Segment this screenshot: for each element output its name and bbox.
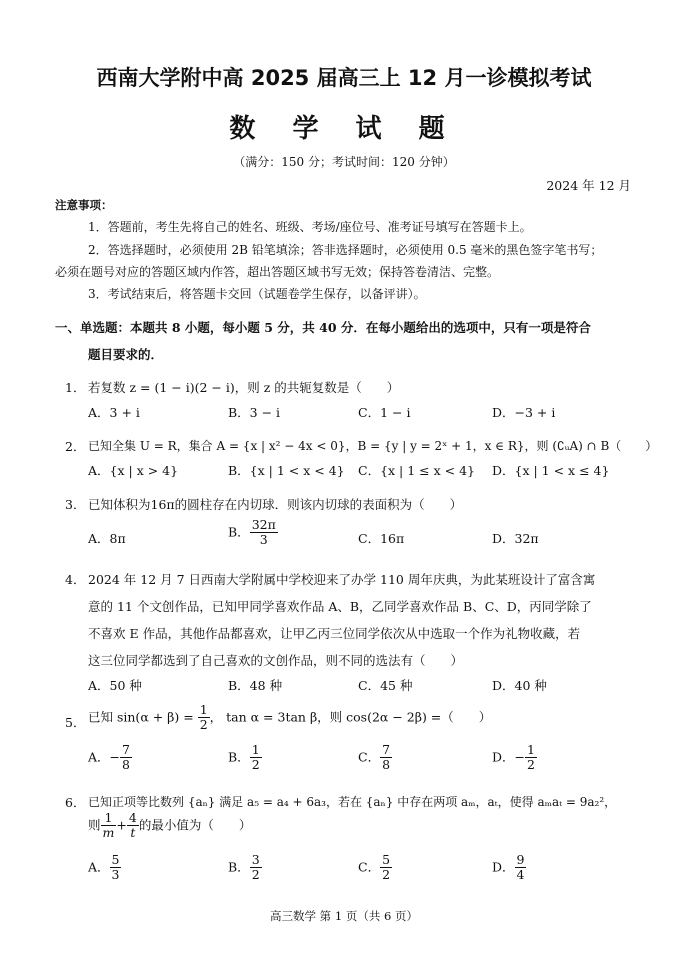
q2-option-b: B．{x | 1 < x < 4} (228, 463, 345, 478)
q3-number: 3． (65, 497, 86, 512)
option-fraction (110, 853, 122, 883)
option-fraction (120, 743, 132, 773)
fraction-denominator: 2 (382, 867, 391, 883)
q4-option-a: A．50 种 (88, 678, 142, 693)
q4-option-b: B．48 种 (228, 678, 283, 693)
q6-line-2 (88, 811, 251, 841)
fraction-numerator: 4 (128, 810, 137, 825)
fraction-denominator: 2 (251, 867, 260, 883)
subject-title: 数 学 试 题 (229, 114, 459, 144)
fraction-numerator: 5 (382, 852, 391, 867)
option-label: B． (228, 749, 250, 765)
q5-stem-post: ， tan α = 3tan β，则 cos(2α − 2β) =（ ） (209, 709, 492, 725)
q6-option-d (492, 853, 526, 883)
fraction-numerator: 3 (251, 852, 260, 867)
fraction-denominator: 8 (122, 757, 130, 773)
fraction-numerator: 5 (111, 852, 120, 867)
exam-date: 2024 年 12 月 (546, 178, 631, 193)
fraction-denominator: 8 (382, 757, 391, 773)
fraction-denominator: 2 (527, 757, 535, 773)
option-label: D． (492, 859, 515, 875)
option-fraction (525, 743, 537, 773)
fraction-denominator: m (102, 825, 115, 841)
option-fraction (380, 853, 392, 883)
q5-stem-fraction (198, 703, 210, 733)
q3-option-b-label: B． (228, 524, 250, 540)
fraction-numerator: 1 (251, 742, 260, 757)
q5-option-d (492, 743, 537, 773)
q2-option-c: C．{x | 1 ≤ x < 4} (358, 463, 475, 478)
fraction-numerator: 1 (199, 702, 208, 717)
option-label: C． (358, 749, 381, 765)
exam-title: 西南大学附中高 2025 届高三上 12 月一诊模拟考试 (96, 66, 592, 90)
q1-option-c: C．1 − i (358, 405, 411, 420)
option-label: C． (358, 859, 381, 875)
option-fraction (515, 853, 527, 883)
section-heading: 一、单选题：本题共 8 小题，每小题 5 分，共 40 分．在每小题给出的选项中，只有一项是符合 (55, 320, 591, 335)
q3-option-c: C．16π (358, 531, 405, 546)
q2-stem: 已知全集 U = R，集合 A = {x | x² − 4x < 0}，B = {y | y = 2ˣ + 1，x ∈ R}，则 (∁ᵤA) ∩ B（ ） (88, 439, 658, 453)
fraction-denominator: 2 (199, 717, 208, 733)
q2-option-d: D．{x | 1 < x ≤ 4} (492, 463, 610, 478)
q5-option-a (88, 743, 132, 773)
note-3: 3．考试结束后，将答题卡交回（试题卷学生保存，以备评讲）。 (88, 287, 426, 301)
fraction-numerator: 9 (516, 852, 525, 867)
plus-sign: + (116, 817, 127, 833)
q1-number: 1． (65, 380, 86, 395)
note-2-cont: 必须在题号对应的答题区域内作答，超出答题区域书写无效；保持答卷清洁、完整。 (55, 265, 500, 279)
option-label: A．− (88, 749, 121, 765)
fraction-numerator: 1 (527, 742, 535, 757)
q1-option-d: D．−3 + i (492, 405, 556, 420)
q4-line-2: 意的 11 个文创作品，已知甲同学喜欢作品 A、B，乙同学喜欢作品 B、C、D，丙同学除了 (88, 599, 592, 614)
q3-option-a: A．8π (88, 531, 126, 546)
fraction-denominator: 2 (251, 757, 260, 773)
fraction-numerator: 7 (382, 742, 391, 757)
fraction-denominator: 4 (516, 867, 525, 883)
fraction-denominator: t (130, 825, 136, 841)
q4-option-d: D．40 种 (492, 678, 547, 693)
option-fraction (250, 853, 262, 883)
q1-stem: 若复数 z = (1 − i)(2 − i)，则 z 的共轭复数是（ ） (88, 380, 400, 395)
q3-option-b-fraction (250, 518, 278, 548)
section-heading-cont: 题目要求的． (88, 347, 164, 362)
q6-number: 6． (65, 795, 86, 810)
q6-line-1: 已知正项等比数列 {aₙ} 满足 a₅ = a₄ + 6a₃，若在 {aₙ} 中存在两项 aₘ，aₜ，使得 aₘaₜ = 9a₂²， (88, 795, 617, 809)
q4-number: 4． (65, 572, 86, 587)
q6-line-2-pre: 则 (88, 817, 101, 833)
q5-stem-pre: 已知 sin(α + β) = (88, 709, 198, 725)
fraction-numerator: 32π (251, 517, 276, 532)
q3-option-d: D．32π (492, 531, 539, 546)
q1-option-b: B．3 − i (228, 405, 281, 420)
q2-option-a: A．{x | x > 4} (88, 463, 179, 478)
fraction-denominator: 3 (111, 867, 120, 883)
q1-option-a: A．3 + i (88, 405, 140, 420)
q3-stem: 已知体积为16π的圆柱存在内切球．则该内切球的表面积为（ ） (88, 497, 463, 512)
q3-option-b (228, 518, 278, 548)
page-footer: 高三数学 第 1 页（共 6 页） (270, 909, 418, 923)
q5-number: 5． (65, 715, 86, 730)
q4-line-4: 这三位同学都选到了自己喜欢的文创作品，则不同的选法有（ ） (88, 653, 464, 668)
notes-title: 注意事项： (55, 198, 113, 212)
q4-option-c: C．45 种 (358, 678, 413, 693)
option-label: B． (228, 859, 250, 875)
q5-option-c (358, 743, 392, 773)
fraction-numerator: 7 (122, 742, 130, 757)
q6-option-a (88, 853, 121, 883)
exam-meta: （满分：150 分；考试时间：120 分钟） (233, 155, 455, 169)
q6-fraction-1 (101, 811, 117, 841)
q5-option-b (228, 743, 262, 773)
q6-fraction-2 (127, 811, 139, 841)
q6-option-b (228, 853, 262, 883)
q4-line-3: 不喜欢 E 作品，其他作品都喜欢，让甲乙丙三位同学依次从中选取一个作为礼物收藏，若 (88, 626, 581, 641)
q6-line-2-post: 的最小值为（ ） (138, 817, 252, 833)
fraction-denominator: 3 (259, 532, 268, 548)
option-fraction (380, 743, 392, 773)
q6-option-c (358, 853, 392, 883)
option-label: D．− (492, 749, 525, 765)
fraction-numerator: 1 (101, 811, 117, 826)
note-1: 1．答题前，考生先将自己的姓名、班级、考场/座位号、准考证号填写在答题卡上。 (88, 220, 532, 234)
q5-stem (88, 703, 491, 733)
q2-number: 2． (65, 439, 86, 454)
option-label: A． (88, 859, 110, 875)
note-2: 2．答选择题时，必须使用 2B 铅笔填涂；答非选择题时，必须使用 0.5 毫米的黑色签字笔书写； (88, 243, 603, 257)
option-fraction (250, 743, 262, 773)
q4-line-1: 2024 年 12 月 7 日西南大学附属中学校迎来了办学 110 周年庆典，为此某班设计了富含寓 (88, 572, 596, 587)
